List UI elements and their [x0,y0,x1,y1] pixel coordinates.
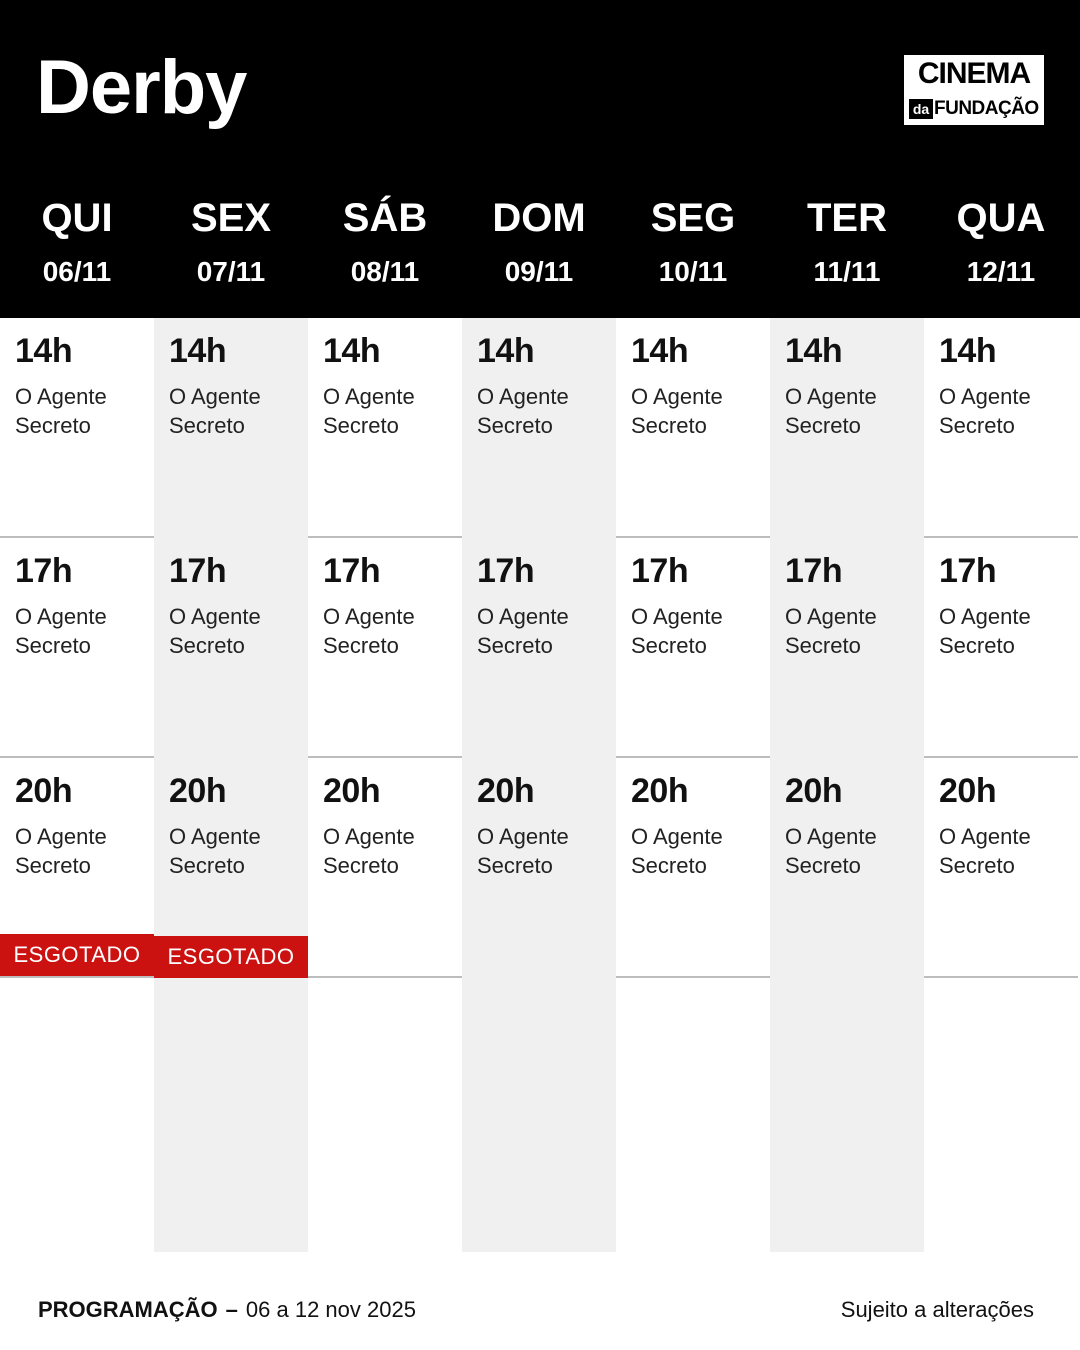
film-title: O Agente Secreto [631,824,723,878]
session-time: 20h [323,772,381,810]
footer-dash: – [225,1297,238,1322]
film-title: O Agente Secreto [939,824,1031,878]
day-column [308,318,462,1252]
day-header [154,196,308,288]
day-column [770,318,924,1252]
session-cell[interactable] [308,538,462,758]
day-header [616,196,770,288]
session-cell[interactable] [924,318,1078,538]
day-date: 06/11 [42,256,112,287]
session-time: 17h [477,552,535,590]
footer-schedule-period [38,1296,416,1324]
session-time: 20h [939,772,997,810]
film-title: O Agente Secreto [477,384,569,438]
day-date: 11/11 [813,256,881,287]
session-time: 17h [785,552,843,590]
session-cell[interactable] [616,538,770,758]
session-time: 17h [15,552,73,590]
page-title: Derby [36,45,247,130]
day-header [924,196,1078,288]
film-title: O Agente Secreto [323,604,415,658]
day-date: 08/11 [350,256,420,287]
sold-out-badge: ESGOTADO [154,936,308,978]
film-title: O Agente Secreto [939,384,1031,438]
day-name: TER [807,196,887,240]
session-cell[interactable] [462,758,616,978]
session-cell[interactable] [0,318,154,538]
session-cell[interactable] [770,538,924,758]
footer-note: Sujeito a alterações [840,1297,1034,1322]
sold-out-badge: ESGOTADO [0,934,154,976]
day-name: QUI [41,196,113,240]
session-time: 14h [169,332,227,370]
film-title: O Agente Secreto [785,384,877,438]
session-time: 17h [939,552,997,590]
footer-period: 06 a 12 nov 2025 [245,1297,416,1322]
session-time: 20h [631,772,689,810]
session-cell[interactable] [308,758,462,978]
header [0,0,1080,318]
film-title: O Agente Secreto [631,604,723,658]
film-title: O Agente Secreto [477,824,569,878]
film-title: O Agente Secreto [169,384,261,438]
day-column [924,318,1078,1252]
day-column [0,318,154,1252]
session-time: 17h [169,552,227,590]
day-name: SÁB [342,196,428,240]
session-cell[interactable] [462,538,616,758]
session-cell[interactable] [770,758,924,978]
day-date: 10/11 [658,256,728,287]
session-cell[interactable] [770,318,924,538]
session-time: 20h [785,772,843,810]
session-time: 20h [169,772,227,810]
session-time: 17h [631,552,689,590]
session-cell[interactable] [924,538,1078,758]
session-time: 14h [15,332,73,370]
session-time: 14h [477,332,535,370]
film-title: O Agente Secreto [323,384,415,438]
session-time: 14h [631,332,689,370]
session-cell[interactable] [308,318,462,538]
session-cell[interactable] [0,758,154,978]
session-cell[interactable] [154,758,308,978]
logo-line-1: CINEMA [917,57,1031,90]
day-date: 07/11 [196,256,266,287]
session-cell[interactable] [154,538,308,758]
session-cell[interactable] [462,318,616,538]
film-title: O Agente Secreto [15,824,107,878]
session-cell[interactable] [616,318,770,538]
session-time: 20h [477,772,535,810]
day-date: 12/11 [966,256,1036,287]
day-header [0,196,154,288]
film-title: O Agente Secreto [169,604,261,658]
film-title: O Agente Secreto [939,604,1031,658]
session-time: 20h [15,772,73,810]
film-title: O Agente Secreto [15,604,107,658]
day-header [770,196,924,288]
day-header [462,196,616,288]
film-title: O Agente Secreto [477,604,569,658]
day-column [154,318,308,1252]
film-title: O Agente Secreto [323,824,415,878]
session-time: 14h [939,332,997,370]
session-time: 14h [785,332,843,370]
logo-line-2-small: da [909,99,933,119]
day-name: DOM [492,196,586,240]
footer-label: PROGRAMAÇÃO [38,1297,218,1322]
film-title: O Agente Secreto [785,824,877,878]
day-date: 09/11 [504,256,574,287]
session-cell[interactable] [616,758,770,978]
day-column [462,318,616,1252]
session-cell[interactable] [154,318,308,538]
film-title: O Agente Secreto [631,384,723,438]
film-title: O Agente Secreto [785,604,877,658]
day-column [616,318,770,1252]
film-title: O Agente Secreto [15,384,107,438]
day-header [308,196,462,288]
film-title: O Agente Secreto [169,824,261,878]
day-name: SEG [650,196,736,240]
day-name: QUA [956,196,1046,240]
session-time: 17h [323,552,381,590]
session-cell[interactable] [0,538,154,758]
session-time: 14h [323,332,381,370]
cinema-logo [904,55,1044,125]
session-cell[interactable] [924,758,1078,978]
logo-line-2: FUNDAÇÃO [934,98,1039,119]
day-name: SEX [190,196,272,240]
